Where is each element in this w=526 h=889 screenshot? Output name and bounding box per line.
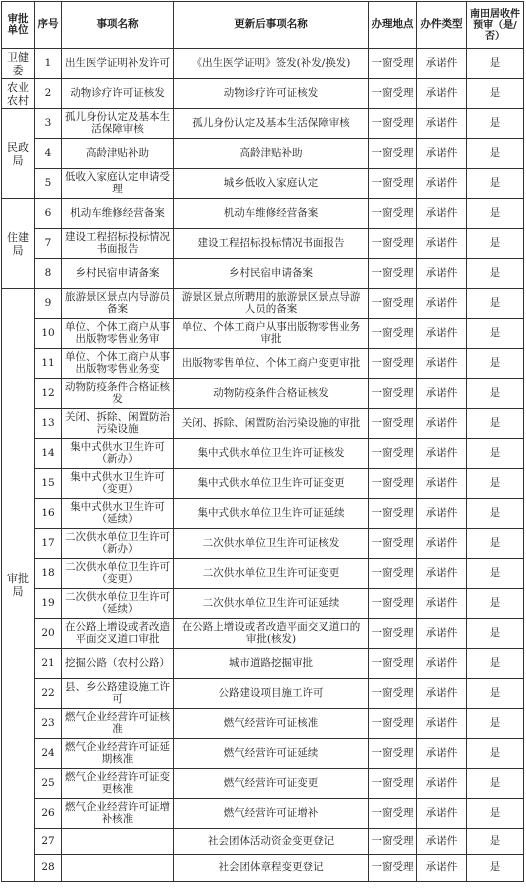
updated-cell: 在公路上增设或者改造平面交叉道口的审批(核发): [174, 619, 369, 649]
item-cell: 挖掘公路（农村公路）: [62, 649, 174, 679]
item-cell: 燃气企业经营许可证变更核准: [62, 769, 174, 799]
prereview-cell: 是: [467, 769, 524, 799]
type-cell: 承诺件: [417, 619, 467, 649]
type-cell: 承诺件: [417, 829, 467, 855]
table-row: [2, 199, 524, 229]
seq-cell: 24: [35, 739, 62, 769]
updated-cell: 燃气经营许可证增补: [174, 799, 369, 829]
updated-cell: 公路建设项目施工许可: [174, 679, 369, 709]
seq-cell: 4: [35, 139, 62, 169]
type-cell: 承诺件: [417, 589, 467, 619]
item-cell: 孤儿身份认定及基本生活保障审核: [62, 109, 174, 139]
prereview-cell: 是: [467, 499, 524, 529]
seq-cell: 6: [35, 199, 62, 229]
header-row: [2, 2, 524, 49]
item-cell: 在公路上增设或者改造平面交叉道口审批: [62, 619, 174, 649]
seq-cell: 19: [35, 589, 62, 619]
prereview-cell: 是: [467, 289, 524, 319]
type-cell: 承诺件: [417, 529, 467, 559]
prereview-cell: 是: [467, 199, 524, 229]
updated-cell: 社会团体活动资金变更登记: [174, 829, 369, 855]
type-cell: 承诺件: [417, 139, 467, 169]
item-cell: 机动车维修经营备案: [62, 199, 174, 229]
type-cell: 承诺件: [417, 769, 467, 799]
seq-cell: 20: [35, 619, 62, 649]
prereview-cell: 是: [467, 379, 524, 409]
table-row: [2, 259, 524, 289]
type-cell: 承诺件: [417, 799, 467, 829]
table-row: [2, 739, 524, 769]
place-cell: 一窗受理: [369, 829, 417, 855]
seq-cell: 28: [35, 855, 62, 882]
item-cell: 低收入家庭认定申请受理: [62, 169, 174, 199]
updated-cell: 《出生医学证明》签发(补发/换发): [174, 49, 369, 79]
seq-cell: 23: [35, 709, 62, 739]
type-cell: 承诺件: [417, 49, 467, 79]
prereview-cell: 是: [467, 139, 524, 169]
seq-cell: 17: [35, 529, 62, 559]
item-cell: 高龄津贴补助: [62, 139, 174, 169]
item-cell: 动物防疫条件合格证核发: [62, 379, 174, 409]
table-row: [2, 139, 524, 169]
seq-cell: 9: [35, 289, 62, 319]
place-cell: 一窗受理: [369, 679, 417, 709]
type-cell: 承诺件: [417, 679, 467, 709]
table-row: [2, 229, 524, 259]
seq-cell: 12: [35, 379, 62, 409]
header-place: 办理地点: [369, 2, 417, 49]
type-cell: 承诺件: [417, 709, 467, 739]
item-cell: 建设工程招标投标情况书面报告: [62, 229, 174, 259]
table-row: [2, 829, 524, 855]
header-prereview: 南田居收件预审（是/否）: [467, 2, 524, 49]
place-cell: 一窗受理: [369, 649, 417, 679]
place-cell: 一窗受理: [369, 349, 417, 379]
table-row: [2, 379, 524, 409]
item-cell: 动物诊疗许可证核发: [62, 79, 174, 109]
place-cell: 一窗受理: [369, 619, 417, 649]
type-cell: 承诺件: [417, 379, 467, 409]
table-row: [2, 439, 524, 469]
updated-cell: 动物诊疗许可证核发: [174, 79, 369, 109]
item-cell: 集中式供水卫生许可（延续）: [62, 499, 174, 529]
prereview-cell: 是: [467, 169, 524, 199]
prereview-cell: 是: [467, 259, 524, 289]
updated-cell: 二次供水单位卫生许可证核发: [174, 529, 369, 559]
place-cell: 一窗受理: [369, 139, 417, 169]
updated-cell: 二次供水单位卫生许可证变更: [174, 559, 369, 589]
place-cell: 一窗受理: [369, 169, 417, 199]
table-row: [2, 499, 524, 529]
item-cell: 旅游景区景点内导游员备案: [62, 289, 174, 319]
type-cell: 承诺件: [417, 649, 467, 679]
place-cell: 一窗受理: [369, 769, 417, 799]
place-cell: 一窗受理: [369, 709, 417, 739]
prereview-cell: 是: [467, 349, 524, 379]
prereview-cell: 是: [467, 439, 524, 469]
updated-cell: 孤儿身份认定及基本生活保障审核: [174, 109, 369, 139]
seq-cell: 21: [35, 649, 62, 679]
updated-cell: 社会团体章程变更登记: [174, 855, 369, 882]
item-cell: 燃气企业经营许可证增补核准: [62, 799, 174, 829]
table-row: [2, 855, 524, 882]
prereview-cell: 是: [467, 529, 524, 559]
header-seq: 序号: [35, 2, 62, 49]
seq-cell: 1: [35, 49, 62, 79]
table-row: [2, 769, 524, 799]
place-cell: 一窗受理: [369, 739, 417, 769]
unit-cell: 审批局: [2, 289, 35, 882]
updated-cell: 乡村民宿申请备案: [174, 259, 369, 289]
updated-cell: 机动车维修经营备案: [174, 199, 369, 229]
seq-cell: 3: [35, 109, 62, 139]
place-cell: 一窗受理: [369, 79, 417, 109]
prereview-cell: 是: [467, 79, 524, 109]
table-row: [2, 289, 524, 319]
prereview-cell: 是: [467, 559, 524, 589]
type-cell: 承诺件: [417, 229, 467, 259]
prereview-cell: 是: [467, 855, 524, 882]
header-type: 办件类型: [417, 2, 467, 49]
prereview-cell: 是: [467, 469, 524, 499]
unit-cell: 住建局: [2, 199, 35, 289]
seq-cell: 15: [35, 469, 62, 499]
place-cell: 一窗受理: [369, 799, 417, 829]
place-cell: 一窗受理: [369, 529, 417, 559]
type-cell: 承诺件: [417, 499, 467, 529]
table-row: [2, 169, 524, 199]
place-cell: 一窗受理: [369, 289, 417, 319]
header-updated: 更新后事项名称: [174, 2, 369, 49]
prereview-cell: 是: [467, 619, 524, 649]
unit-cell: 卫健委: [2, 49, 35, 79]
table-row: [2, 79, 524, 109]
type-cell: 承诺件: [417, 199, 467, 229]
seq-cell: 27: [35, 829, 62, 855]
updated-cell: 建设工程招标投标情况书面报告: [174, 229, 369, 259]
place-cell: 一窗受理: [369, 199, 417, 229]
item-cell: 集中式供水卫生许可（新办）: [62, 439, 174, 469]
item-cell: 二次供水单位卫生许可（变更）: [62, 559, 174, 589]
type-cell: 承诺件: [417, 349, 467, 379]
seq-cell: 26: [35, 799, 62, 829]
type-cell: 承诺件: [417, 289, 467, 319]
type-cell: 承诺件: [417, 559, 467, 589]
prereview-cell: 是: [467, 109, 524, 139]
prereview-cell: 是: [467, 229, 524, 259]
updated-cell: 集中式供水单位卫生许可证核发: [174, 439, 369, 469]
updated-cell: 出版物零售单位、个体工商户变更审批: [174, 349, 369, 379]
place-cell: 一窗受理: [369, 559, 417, 589]
unit-cell: 民政局: [2, 109, 35, 199]
type-cell: 承诺件: [417, 439, 467, 469]
place-cell: 一窗受理: [369, 109, 417, 139]
table-row: [2, 679, 524, 709]
prereview-cell: 是: [467, 829, 524, 855]
prereview-cell: 是: [467, 49, 524, 79]
item-cell: 单位、个体工商户从事出版物零售业务审: [62, 319, 174, 349]
place-cell: 一窗受理: [369, 589, 417, 619]
header-unit: 审批单位: [2, 2, 35, 49]
seq-cell: 10: [35, 319, 62, 349]
type-cell: 承诺件: [417, 409, 467, 439]
table-row: [2, 559, 524, 589]
updated-cell: 城市道路挖掘审批: [174, 649, 369, 679]
seq-cell: 14: [35, 439, 62, 469]
seq-cell: 18: [35, 559, 62, 589]
seq-cell: 22: [35, 679, 62, 709]
table-row: [2, 619, 524, 649]
updated-cell: 燃气经营许可证变更: [174, 769, 369, 799]
prereview-cell: 是: [467, 319, 524, 349]
type-cell: 承诺件: [417, 319, 467, 349]
item-cell: 单位、个体工商户从事出版物零售业务变: [62, 349, 174, 379]
seq-cell: 8: [35, 259, 62, 289]
place-cell: 一窗受理: [369, 319, 417, 349]
seq-cell: 7: [35, 229, 62, 259]
seq-cell: 5: [35, 169, 62, 199]
unit-cell: 农业农村: [2, 79, 35, 109]
prereview-cell: 是: [467, 799, 524, 829]
seq-cell: 13: [35, 409, 62, 439]
place-cell: 一窗受理: [369, 855, 417, 882]
prereview-cell: 是: [467, 589, 524, 619]
table-row: [2, 349, 524, 379]
table-row: [2, 649, 524, 679]
updated-cell: 二次供水单位卫生许可证延续: [174, 589, 369, 619]
seq-cell: 25: [35, 769, 62, 799]
updated-cell: 城乡低收入家庭认定: [174, 169, 369, 199]
item-cell: 县、乡公路建设施工许可: [62, 679, 174, 709]
type-cell: 承诺件: [417, 469, 467, 499]
table-row: [2, 589, 524, 619]
updated-cell: 游景区景点所聘用的旅游景区景点导游人员的备案: [174, 289, 369, 319]
table-row: [2, 49, 524, 79]
prereview-cell: 是: [467, 739, 524, 769]
item-cell: 燃气企业经营许可证延期核准: [62, 739, 174, 769]
prereview-cell: 是: [467, 649, 524, 679]
place-cell: 一窗受理: [369, 409, 417, 439]
type-cell: 承诺件: [417, 79, 467, 109]
place-cell: 一窗受理: [369, 379, 417, 409]
updated-cell: 燃气经营许可证延续: [174, 739, 369, 769]
seq-cell: 11: [35, 349, 62, 379]
type-cell: 承诺件: [417, 259, 467, 289]
updated-cell: 高龄津贴补助: [174, 139, 369, 169]
place-cell: 一窗受理: [369, 49, 417, 79]
item-cell: 关闭、拆除、闲置防治污染设施: [62, 409, 174, 439]
item-cell: 燃气企业经营许可证核准: [62, 709, 174, 739]
seq-cell: 2: [35, 79, 62, 109]
place-cell: 一窗受理: [369, 439, 417, 469]
updated-cell: 单位、个体工商户从事出版物零售业务审批: [174, 319, 369, 349]
type-cell: 承诺件: [417, 109, 467, 139]
table-row: [2, 409, 524, 439]
seq-cell: 16: [35, 499, 62, 529]
table-row: [2, 709, 524, 739]
type-cell: 承诺件: [417, 855, 467, 882]
table-row: [2, 799, 524, 829]
service-items-table: [1, 1, 524, 882]
prereview-cell: 是: [467, 679, 524, 709]
place-cell: 一窗受理: [369, 469, 417, 499]
prereview-cell: 是: [467, 709, 524, 739]
place-cell: 一窗受理: [369, 259, 417, 289]
updated-cell: 集中式供水单位卫生许可证延续: [174, 499, 369, 529]
prereview-cell: 是: [467, 409, 524, 439]
updated-cell: 集中式供水单位卫生许可证变更: [174, 469, 369, 499]
type-cell: 承诺件: [417, 169, 467, 199]
item-cell: [62, 855, 174, 882]
table-row: [2, 469, 524, 499]
table-body: [2, 49, 524, 882]
updated-cell: 燃气经营许可证核准: [174, 709, 369, 739]
item-cell: 二次供水单位卫生许可（新办）: [62, 529, 174, 559]
item-cell: 集中式供水卫生许可（变更）: [62, 469, 174, 499]
table-row: [2, 109, 524, 139]
table-row: [2, 319, 524, 349]
header-item: 事项名称: [62, 2, 174, 49]
updated-cell: 动物防疫条件合格证核发: [174, 379, 369, 409]
item-cell: 出生医学证明补发许可: [62, 49, 174, 79]
item-cell: [62, 829, 174, 855]
item-cell: 二次供水单位卫生许可（延续）: [62, 589, 174, 619]
place-cell: 一窗受理: [369, 229, 417, 259]
updated-cell: 关闭、拆除、闲置防治污染设施的审批: [174, 409, 369, 439]
table-row: [2, 529, 524, 559]
type-cell: 承诺件: [417, 739, 467, 769]
item-cell: 乡村民宿申请备案: [62, 259, 174, 289]
place-cell: 一窗受理: [369, 499, 417, 529]
